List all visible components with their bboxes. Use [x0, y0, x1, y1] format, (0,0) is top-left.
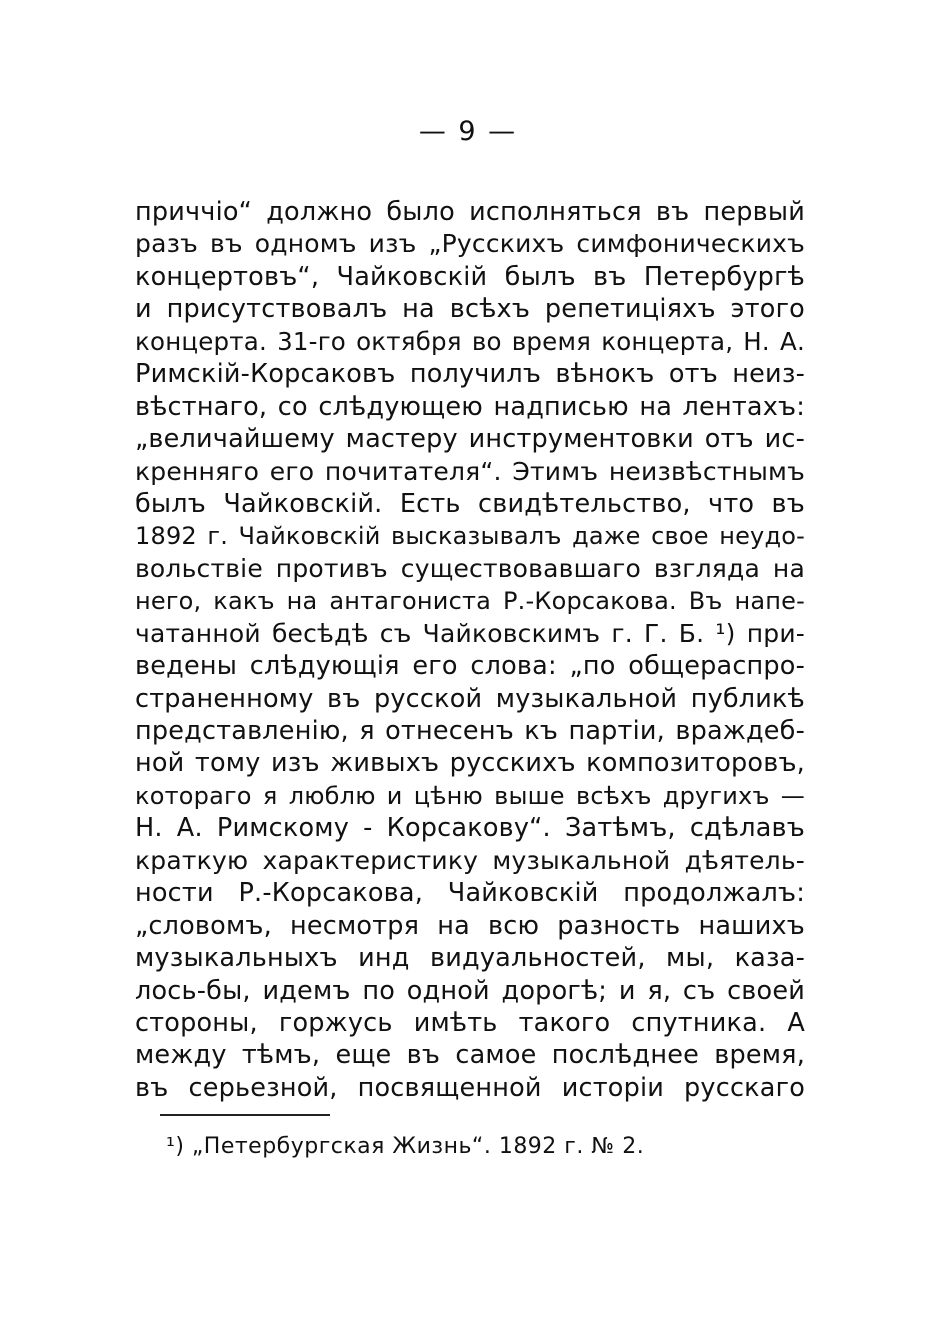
text-line: музыкальныхъ инд видуальностей, мы, каза- — [135, 943, 805, 974]
text-line: и присутствовалъ на всѣхъ репетиціяхъ этого — [135, 294, 805, 325]
text-line: концертовъ“, Чайковскій былъ въ Петербургѣ — [135, 261, 805, 292]
text-line: лось-бы, идемъ по одной дорогѣ; и я, съ своей — [135, 975, 805, 1006]
text-line: „величайшему мастеру инструментовки отъ ис- — [135, 424, 805, 455]
text-line: вольствіе противъ существовавшаго взгляда на — [135, 553, 805, 583]
text-line: Римскій-Корсаковъ получилъ вѣнокъ отъ неиз- — [135, 359, 805, 390]
text-line: разъ въ одномъ изъ „Русскихъ симфоническихъ — [135, 229, 805, 259]
text-line: между тѣмъ, еще въ самое послѣднее время, — [135, 1040, 805, 1071]
text-line: ведены слѣдующія его слова: „по общераспро- — [135, 651, 805, 682]
footnote: ¹) „Петербургская Жизнь“. 1892 г. № 2. — [166, 1134, 645, 1159]
text-line: приччіо“ должно было исполняться въ первый — [135, 197, 805, 227]
text-line: чатанной бесѣдѣ съ Чайковскимъ г. Г. Б. ¹) при- — [135, 618, 805, 648]
footnote-divider — [160, 1114, 330, 1116]
text-line: Н. А. Римскому - Корсакову“. Затѣмъ, сдѣлавъ — [135, 813, 805, 844]
text-line: кренняго его почитателя“. Этимъ неизвѣстнымъ — [135, 456, 805, 486]
body-text — [135, 196, 805, 1104]
text-line: стороны, горжусь имѣть такого спутника. А — [135, 1007, 805, 1038]
page-number: — 9 — — [418, 116, 518, 147]
text-line: въ серьезной, посвященной исторіи русскаго — [135, 1072, 805, 1103]
text-line: ности Р.-Корсакова, Чайковскій продолжалъ: — [135, 878, 805, 909]
text-line: концерта. 31-го октября во время концерта, Н. А. — [135, 326, 805, 356]
text-line: 1892 г. Чайковскій высказывалъ даже свое неудо- — [135, 522, 805, 551]
text-line: краткую характеристику музыкальной дѣятель- — [135, 845, 805, 875]
text-line: страненному въ русской музыкальной публикѣ — [135, 683, 805, 714]
text-line: него, какъ на антагониста Р.-Корсакова. Въ напе- — [135, 587, 805, 616]
text-line: вѣстнаго, со слѣдующею надписью на лентахъ: — [135, 391, 805, 422]
text-line: „словомъ, несмотря на всю разность нашихъ — [135, 910, 805, 941]
text-line: представленію, я отнесенъ къ партіи, враждеб- — [135, 716, 805, 746]
text-line: былъ Чайковскій. Есть свидѣтельство, что въ — [135, 488, 805, 519]
text-line: котораго я люблю и цѣню выше всѣхъ другихъ — — [135, 781, 805, 810]
text-line: ной тому изъ живыхъ русскихъ композиторовъ, — [135, 748, 805, 779]
